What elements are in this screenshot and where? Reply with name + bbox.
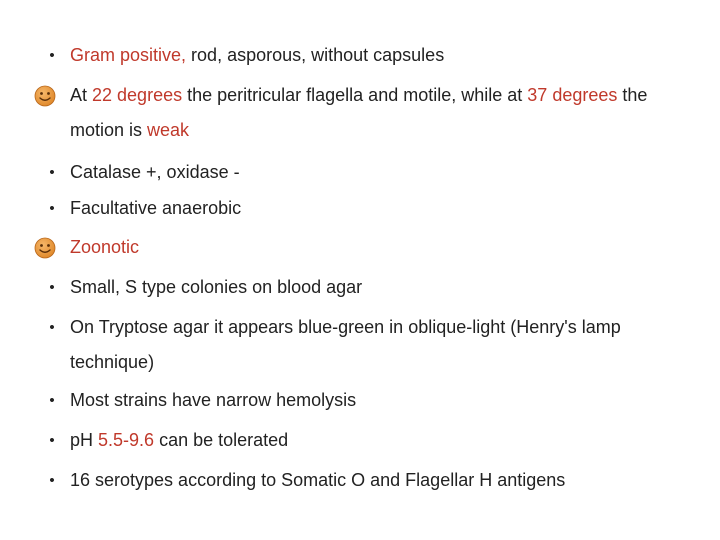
bullet-text: At [70, 85, 93, 105]
bullet-dot-icon: • [49, 47, 55, 64]
bullet-item [70, 230, 680, 265]
bullet-dot-icon: • [49, 392, 55, 409]
bullet-text: Most strains have narrow hemolysis [70, 390, 357, 410]
bullet-item [70, 78, 680, 148]
bullet-item [49, 191, 680, 226]
bullet-item [49, 155, 680, 190]
bullet-text: pH [70, 430, 99, 450]
bullet-text: On Tryptose agar it appears blue-green in oblique-light (Henry's lamp technique) [70, 317, 621, 372]
bullet-text: the motion is [70, 85, 648, 140]
bullet-text: Gram positive, [70, 45, 187, 65]
bullet-item [49, 423, 680, 458]
bullet-text: the peritricular flagella and motile, while at [182, 85, 528, 105]
smiley-icon [34, 236, 56, 258]
bullet-dot-icon: • [49, 319, 55, 336]
bullet-text: Zoonotic [70, 237, 140, 257]
bullet-text: Facultative anaerobic [70, 198, 242, 218]
bullet-text: Small, S type colonies on blood agar [70, 277, 363, 297]
bullet-dot-icon: • [49, 432, 55, 449]
smiley-icon [34, 84, 56, 106]
bullet-item [49, 310, 680, 380]
bullet-text: weak [147, 120, 190, 140]
bullet-dot-icon: • [49, 279, 55, 296]
bullet-text: can be tolerated [154, 430, 289, 450]
bullet-dot-icon: • [49, 200, 55, 217]
bullet-text: Catalase +, oxidase - [70, 162, 240, 182]
bullet-item [49, 463, 680, 498]
bullet-dot-icon: • [49, 164, 55, 181]
bullet-item [49, 38, 680, 73]
bullet-dot-icon: • [49, 472, 55, 489]
bullet-text: 5.5-9.6 [98, 430, 155, 450]
bullet-text: rod, asporous, without capsules [186, 45, 445, 65]
bullet-item [49, 383, 680, 418]
bullet-text: 37 [527, 85, 548, 105]
bullet-item [49, 270, 680, 305]
bullet-text: 22 degrees [92, 85, 183, 105]
bullet-text: degrees [552, 85, 618, 105]
bullet-text: 16 serotypes according to Somatic O and Flagellar H antigens [70, 470, 566, 490]
